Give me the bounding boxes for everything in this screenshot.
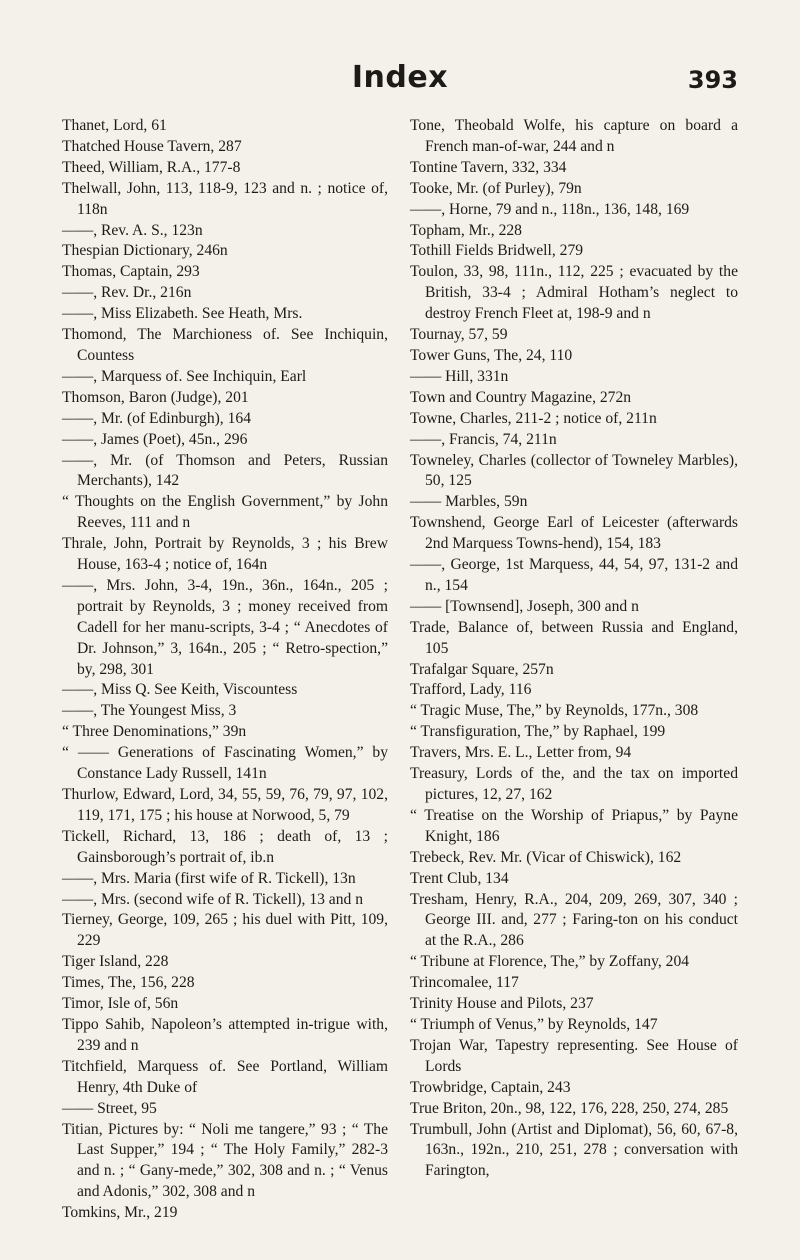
index-entry: “ Tragic Muse, The,” by Reynolds, 177n., 308 xyxy=(410,702,699,720)
index-entry: —— Street, 95 xyxy=(62,1099,157,1117)
index-entry: Thanet, Lord, 61 xyxy=(62,117,167,134)
index-entry: ——, Rev. A. S., 123n xyxy=(62,221,203,239)
index-entry: Trade, Balance of, between Russia and England, 105 xyxy=(410,618,738,657)
index-entry: Tontine Tavern, 332, 334 xyxy=(410,158,567,176)
index-entry: Theed, William, R.A., 177-8 xyxy=(62,158,241,176)
index-entry: ——, Francis, 74, 211n xyxy=(410,430,557,448)
index-entry: Townshend, George Earl of Leicester (afterwards 2nd Marquess Towns-hend), 154, 183 xyxy=(410,514,738,553)
index-entry: ——, Mr. (of Thomson and Peters, Russian Merchants), 142 xyxy=(62,451,388,490)
index-entry: Thespian Dictionary, 246n xyxy=(62,242,228,260)
index-entry: Trafalgar Square, 257n xyxy=(410,660,554,678)
index-entry: Trumbull, John (Artist and Diplomat), 56, 60, 67-8, 163n., 192n., 210, 251, 278 ; conversation with Farington, xyxy=(410,1120,738,1180)
index-entry: Times, The, 156, 228 xyxy=(62,974,195,992)
index-entry: “ —— Generations of Fascinating Women,” by Constance Lady Russell, 141n xyxy=(62,744,388,783)
index-entry: ——, Miss Elizabeth. See Heath, Mrs. xyxy=(62,305,303,323)
index-entry: True Briton, 20n., 98, 122, 176, 228, 250, 274, 285 xyxy=(410,1099,729,1117)
index-entry: Tippo Sahib, Napoleon’s attempted in-trigue with, 239 and n xyxy=(62,1015,388,1054)
index-entry: Trojan War, Tapestry representing. See House of Lords xyxy=(410,1036,738,1075)
index-entry: “ Treatise on the Worship of Priapus,” by Payne Knight, 186 xyxy=(410,806,738,845)
page-header xyxy=(0,60,800,100)
index-entry: Trafford, Lady, 116 xyxy=(410,681,532,699)
index-entry: Titchfield, Marquess of. See Portland, William Henry, 4th Duke of xyxy=(62,1057,388,1096)
index-entry: Thomond, The Marchioness of. See Inchiquin, Countess xyxy=(62,326,388,364)
index-entry: —— Marbles, 59n xyxy=(410,493,528,511)
index-entry: “ Transfiguration, The,” by Raphael, 199 xyxy=(410,723,666,741)
index-entry: Tothill Fields Bridwell, 279 xyxy=(410,242,584,260)
index-entry: Thomas, Captain, 293 xyxy=(62,263,200,281)
index-entry: Thomson, Baron (Judge), 201 xyxy=(62,388,249,406)
index-entry: Trinity House and Pilots, 237 xyxy=(410,995,594,1013)
index-entry: ——, James (Poet), 45n., 296 xyxy=(62,430,248,448)
index-entry: Tone, Theobald Wolfe, his capture on board a French man-of-war, 244 and n xyxy=(410,117,738,155)
index-entry: ——, Mrs. John, 3-4, 19n., 36n., 164n., 205 ; portrait by Reynolds, 3 ; money received from Cadell for her manu-scripts, 3-4 ; “ Anecdotes of Dr. Johnson,” 3, 164n., 205 ; “ Retro-spection,” by, 298, 301 xyxy=(62,576,388,678)
index-column-left xyxy=(62,116,388,1224)
index-entry: ——, Mr. (of Edinburgh), 164 xyxy=(62,409,251,427)
index-entry: Timor, Isle of, 56n xyxy=(62,995,179,1013)
index-entry: ——, Miss Q. See Keith, Viscountess xyxy=(62,681,298,699)
index-entry: Trincomalee, 117 xyxy=(410,974,519,992)
index-entry: Trent Club, 134 xyxy=(410,869,509,887)
index-entry: ——, Rev. Dr., 216n xyxy=(62,284,192,302)
index-entry: Topham, Mr., 228 xyxy=(410,221,522,239)
page-title: Index xyxy=(351,60,449,95)
index-entry: Tomkins, Mr., 219 xyxy=(62,1204,178,1222)
index-entry: “ Three Denominations,” 39n xyxy=(62,723,247,741)
index-entry: “ Tribune at Florence, The,” by Zoffany, 204 xyxy=(410,953,690,971)
index-column-right xyxy=(410,116,738,1182)
index-entry: ——, Horne, 79 and n., 118n., 136, 148, 169 xyxy=(410,200,690,218)
index-entry: Tournay, 57, 59 xyxy=(410,326,508,344)
index-entry: Tooke, Mr. (of Purley), 79n xyxy=(410,179,582,197)
index-entry: —— [Townsend], Joseph, 300 and n xyxy=(410,597,639,615)
index-entry: ——, The Youngest Miss, 3 xyxy=(62,702,237,720)
index-entry: Towneley, Charles (collector of Towneley Marbles), 50, 125 xyxy=(410,451,738,490)
index-entry: “ Triumph of Venus,” by Reynolds, 147 xyxy=(410,1015,658,1033)
index-entry: Town and Country Magazine, 272n xyxy=(410,388,632,406)
index-entry: Tower Guns, The, 24, 110 xyxy=(410,346,573,364)
index-entry: Travers, Mrs. E. L., Letter from, 94 xyxy=(410,744,632,762)
index-entry: Tierney, George, 109, 265 ; his duel with Pitt, 109, 229 xyxy=(62,911,388,950)
index-entry: Toulon, 33, 98, 111n., 112, 225 ; evacuated by the British, 33-4 ; Admiral Hotham’s neglect to destroy French Fleet at, 198-9 and n xyxy=(410,263,738,323)
index-entry: Trebeck, Rev. Mr. (Vicar of Chiswick), 162 xyxy=(410,848,682,866)
index-entry: Tiger Island, 228 xyxy=(62,953,169,971)
index-entry: ——, Mrs. (second wife of R. Tickell), 13 and n xyxy=(62,890,364,908)
index-entry: Trowbridge, Captain, 243 xyxy=(410,1078,571,1096)
index-entry: Titian, Pictures by: “ Noli me tangere,” 93 ; “ The Last Supper,” 194 ; “ The Holy Family,” 282-3 and n. ; “ Gany-mede,” 302, 308 and n. ; “ Venus and Adonis,” 302, 308 and n xyxy=(62,1120,388,1201)
index-entry: Towne, Charles, 211-2 ; notice of, 211n xyxy=(410,409,657,427)
index-entry: Thurlow, Edward, Lord, 34, 55, 59, 76, 79, 97, 102, 119, 171, 175 ; his house at Norwood, 5, 79 xyxy=(62,786,388,824)
index-entry: Tresham, Henry, R.A., 204, 209, 269, 307, 340 ; George III. and, 277 ; Faring-ton on his conduct at the R.A., 286 xyxy=(410,890,738,950)
index-entry: Thelwall, John, 113, 118-9, 123 and n. ; notice of, 118n xyxy=(62,179,388,218)
index-entry: “ Thoughts on the English Government,” by John Reeves, 111 and n xyxy=(62,493,388,532)
index-entry: ——, Mrs. Maria (first wife of R. Tickell), 13n xyxy=(62,869,356,887)
index-entry: Tickell, Richard, 13, 186 ; death of, 13 ; Gainsborough’s portrait of, ib.n xyxy=(62,827,388,866)
index-entry: ——, George, 1st Marquess, 44, 54, 97, 131-2 and n., 154 xyxy=(410,556,738,594)
index-entry: Treasury, Lords of the, and the tax on imported pictures, 12, 27, 162 xyxy=(410,765,738,803)
page-number: 393 xyxy=(687,66,738,94)
index-entry: Thrale, John, Portrait by Reynolds, 3 ; his Brew House, 163-4 ; notice of, 164n xyxy=(62,535,388,574)
index-entry: Thatched House Tavern, 287 xyxy=(62,137,242,155)
index-entry: —— Hill, 331n xyxy=(410,367,509,385)
index-entry: ——, Marquess of. See Inchiquin, Earl xyxy=(62,367,307,385)
